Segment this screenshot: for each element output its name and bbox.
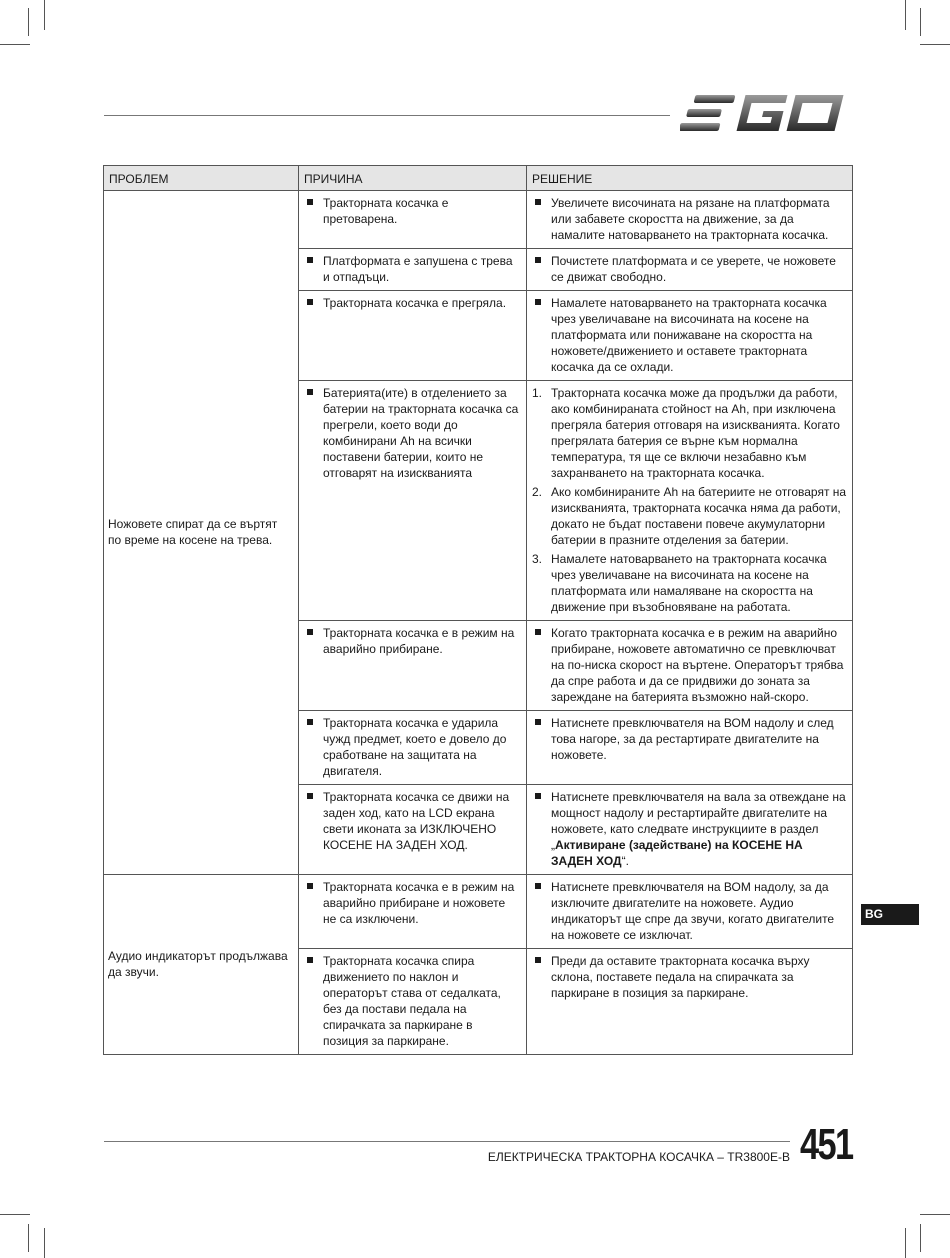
solution-step: 2. Ако комбинираните Ah на батериите не отговарят на изискванията, тракторната косачка няма да работи, докато не бъдат поставени повече акумулаторни батерии в празните отделения за батерии. xyxy=(532,485,847,547)
cause-cell xyxy=(299,949,527,1055)
solution-step: 1. Тракторната косачка може да продължи да работи, ако комбинираната стойност на Ah, при изключена прегряла батерия отговаря на изискванията. Когато прегрялата батерия се върне към нормална температура, тя ще се включи незабавно към захранването на тракторната косачка. xyxy=(532,386,840,480)
cause-cell xyxy=(299,711,527,785)
cause-text: Тракторната косачка е претоварена. xyxy=(304,195,521,227)
cause-text: Тракторната косачка е прегряла. xyxy=(304,295,521,311)
solution-text: Преди да оставите тракторната косачка върху склона, поставете педала на спирачката за паркиране в позиция за паркиране. xyxy=(532,953,847,1001)
solution-text: Натиснете превключвателя на ВОМ надолу и след това нагоре, за да рестартирате двигателите на ножовете. xyxy=(532,715,847,763)
solution-step: 3. Намалете натоварването на тракторната косачка чрез увеличаване на височината на косене на платформата или намаляване на скоростта на движение при възобновяване на работата. xyxy=(532,552,827,614)
cause-text: Тракторната косачка се движи на заден ход, като на LCD екрана свети иконата за ИЗКЛЮЧЕНО КОСЕНЕ НА ЗАДЕН ХОД. xyxy=(304,789,521,853)
cause-cell xyxy=(299,191,527,249)
solution-cell xyxy=(527,711,853,785)
solution-cell xyxy=(527,249,853,291)
crop-mark xyxy=(0,1214,30,1215)
solution-text: Когато тракторната косачка е в режим на аварийно прибиране, ножовете автоматично се превключват на по-ниска скорост на въртене. Операторът трябва да спре работа и да се придвижи до зоната за зареждане на батерията възможно най-скоро. xyxy=(532,625,847,705)
solution-cell xyxy=(527,621,853,711)
cause-cell xyxy=(299,381,527,621)
table-row xyxy=(104,875,853,949)
cause-cell xyxy=(299,875,527,949)
footer-title: ЕЛЕКТРИЧЕСКА ТРАКТОРНА КОСАЧКА – TR3800E-B xyxy=(487,1150,790,1164)
crop-mark xyxy=(28,1224,29,1252)
solution-cell xyxy=(527,949,853,1055)
column-header-problem: ПРОБЛЕМ xyxy=(104,166,299,191)
solution-cell xyxy=(527,291,853,381)
crop-mark xyxy=(44,0,45,30)
crop-mark xyxy=(920,1224,921,1252)
footer-rule xyxy=(104,1141,790,1142)
cause-cell xyxy=(299,785,527,875)
section-reference: Активиране (задействане) на КОСЕНЕ НА ЗАДЕН ХОД xyxy=(551,838,803,868)
header-rule xyxy=(104,115,670,116)
solution-text: Намалете натоварването на тракторната косачка чрез увеличаване на височината на косене на платформата или понижаване на скоростта на ножовете/движението и оставете тракторната косачка да се охлади. xyxy=(532,295,847,375)
solution-cell xyxy=(527,191,853,249)
cause-cell xyxy=(299,621,527,711)
ego-logo xyxy=(680,93,852,133)
crop-mark xyxy=(905,1228,906,1258)
crop-mark xyxy=(28,8,29,36)
language-tab: BG xyxy=(861,904,919,925)
solution-text: Почистете платформата и се уверете, че ножовете се движат свободно. xyxy=(532,253,847,285)
solution-text: Увеличете височината на рязане на платформата или забавете скоростта на движение, за да намалите натоварването на тракторната косачка. xyxy=(532,195,847,243)
cause-text: Тракторната косачка е в режим на аварийно прибиране и ножовете не са изключени. xyxy=(304,879,521,927)
cause-text: Тракторната косачка е в режим на аварийно прибиране. xyxy=(304,625,521,657)
cause-cell xyxy=(299,249,527,291)
solution-cell xyxy=(527,785,853,875)
crop-mark xyxy=(920,1214,950,1215)
cause-text: Тракторната косачка спира движението по наклон и операторът става от седалката, без да постави педала на спирачката за паркиране в позиция за паркиране. xyxy=(304,953,521,1049)
solution-cell xyxy=(527,875,853,949)
problem-cell: Аудио индикаторът продължава да звучи. xyxy=(104,875,299,1055)
solution-text: Натиснете превключвателя на ВОМ надолу, за да изключите двигателите на ножовете. Аудио индикаторът ще спре да звучи, когато двигателите на ножовете се изключат. xyxy=(532,879,847,943)
crop-mark xyxy=(920,44,950,45)
crop-mark xyxy=(44,1228,45,1258)
cause-text: Платформата е запушена с трева и отпадъци. xyxy=(304,253,521,285)
column-header-cause: ПРИЧИНА xyxy=(299,166,527,191)
solution-cell xyxy=(527,381,853,621)
cause-text: Батерията(ите) в отделението за батерии на тракторната косачка са прегрели, което води до комбинирани Ah на всички поставени батерии, които не отговарят на изискванията xyxy=(304,385,521,481)
page-number: 451 xyxy=(800,1120,853,1169)
crop-mark xyxy=(905,0,906,30)
column-header-solution: РЕШЕНИЕ xyxy=(527,166,853,191)
troubleshooting-table xyxy=(103,165,853,1055)
table-row xyxy=(104,191,853,249)
problem-cell: Ножовете спират да се въртят по време на косене на трева. xyxy=(104,191,299,875)
table-header-row xyxy=(104,166,853,191)
solution-text: Натиснете превключвателя на вала за отвеждане на мощност надолу и рестартирайте двигателите на ножовете, като следвате инструкциите в раздел „Активиране (задействане) на КОСЕНЕ НА ЗАДЕН ХОД“. xyxy=(532,789,847,869)
crop-mark xyxy=(920,8,921,36)
crop-mark xyxy=(0,44,30,45)
cause-text: Тракторната косачка е ударила чужд предмет, което е довело до сработване на защитата на двигателя. xyxy=(304,715,521,779)
cause-cell xyxy=(299,291,527,381)
